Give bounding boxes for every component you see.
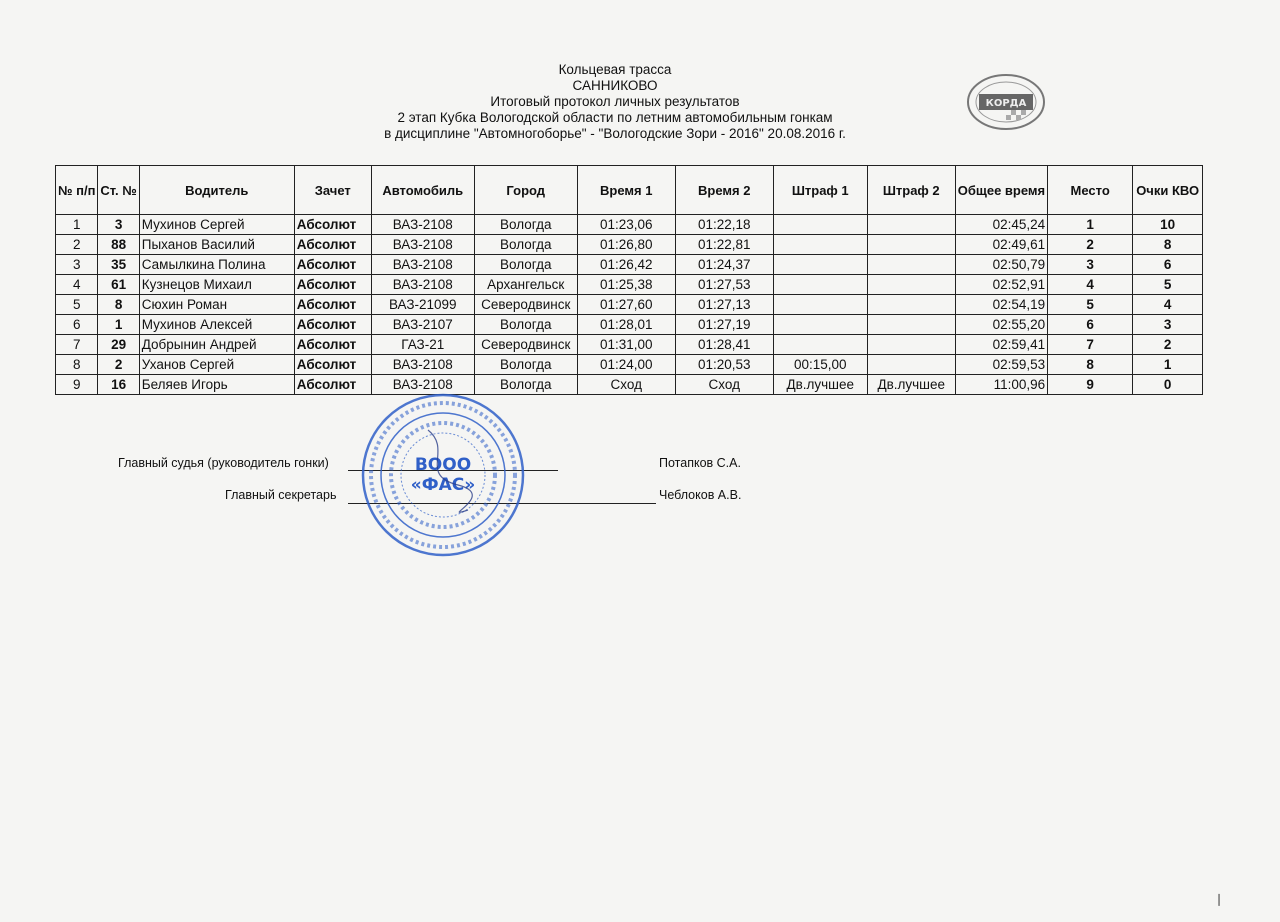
- table-row: [56, 335, 1203, 355]
- cell-n: 5: [56, 295, 98, 315]
- cell-place: 7: [1048, 335, 1133, 355]
- cell-start: 3: [98, 215, 139, 235]
- cell-points: 10: [1133, 215, 1203, 235]
- cell-p2: [867, 355, 955, 375]
- table-row: [56, 255, 1203, 275]
- cell-n: 4: [56, 275, 98, 295]
- cell-class: Абсолют: [294, 355, 371, 375]
- cell-t1: 01:24,00: [577, 355, 675, 375]
- cell-total: 02:45,24: [955, 215, 1047, 235]
- col-header: Автомобиль: [371, 166, 474, 215]
- cell-p1: [773, 315, 867, 335]
- cell-city: Вологда: [474, 255, 577, 275]
- cell-class: Абсолют: [294, 335, 371, 355]
- cell-t2: 01:22,81: [675, 235, 773, 255]
- cell-car: ВАЗ-2108: [371, 375, 474, 395]
- cell-p1: [773, 295, 867, 315]
- cell-class: Абсолют: [294, 215, 371, 235]
- cell-t1: 01:28,01: [577, 315, 675, 335]
- header-track: САННИКОВО: [572, 78, 658, 93]
- cell-city: Северодвинск: [474, 335, 577, 355]
- cell-start: 2: [98, 355, 139, 375]
- cell-car: ГАЗ-21: [371, 335, 474, 355]
- cell-t1: 01:31,00: [577, 335, 675, 355]
- cell-p2: [867, 275, 955, 295]
- cell-place: 9: [1048, 375, 1133, 395]
- cell-driver: Уханов Сергей: [139, 355, 294, 375]
- cell-place: 3: [1048, 255, 1133, 275]
- cell-place: 1: [1048, 215, 1133, 235]
- cell-t1: 01:26,42: [577, 255, 675, 275]
- judge-name: Потапков С.А.: [659, 456, 741, 470]
- cell-t2: 01:27,53: [675, 275, 773, 295]
- header-title: Итоговый протокол личных результатов: [490, 94, 740, 109]
- header-event: 2 этап Кубка Вологодской области по летним автомобильным гонкам: [397, 110, 833, 125]
- cell-driver: Кузнецов Михаил: [139, 275, 294, 295]
- cell-total: 02:59,41: [955, 335, 1047, 355]
- cell-p2: [867, 315, 955, 335]
- cell-car: ВАЗ-2108: [371, 235, 474, 255]
- cell-p2: [867, 215, 955, 235]
- cell-t2: 01:22,18: [675, 215, 773, 235]
- cell-place: 5: [1048, 295, 1133, 315]
- judge-label: Главный судья (руководитель гонки): [118, 456, 329, 470]
- cell-start: 16: [98, 375, 139, 395]
- cell-points: 1: [1133, 355, 1203, 375]
- table-row: [56, 215, 1203, 235]
- cell-car: ВАЗ-2108: [371, 255, 474, 275]
- table-row: [56, 295, 1203, 315]
- table-header-row: [56, 166, 1203, 215]
- secretary-name: Чеблоков А.В.: [659, 488, 742, 502]
- cell-class: Абсолют: [294, 235, 371, 255]
- cell-driver: Пыханов Василий: [139, 235, 294, 255]
- cell-driver: Добрынин Андрей: [139, 335, 294, 355]
- cell-class: Абсолют: [294, 255, 371, 275]
- col-header: Общее время: [955, 166, 1047, 215]
- cell-t2: 01:27,19: [675, 315, 773, 335]
- cell-n: 6: [56, 315, 98, 335]
- cell-total: 02:55,20: [955, 315, 1047, 335]
- cell-p1: [773, 235, 867, 255]
- cell-total: 02:52,91: [955, 275, 1047, 295]
- cell-driver: Мухинов Сергей: [139, 215, 294, 235]
- cell-n: 7: [56, 335, 98, 355]
- cell-t1: 01:26,80: [577, 235, 675, 255]
- cell-total: 02:49,61: [955, 235, 1047, 255]
- cell-driver: Мухинов Алексей: [139, 315, 294, 335]
- cell-points: 6: [1133, 255, 1203, 275]
- table-row: [56, 235, 1203, 255]
- cell-car: ВАЗ-2108: [371, 275, 474, 295]
- cell-class: Абсолют: [294, 295, 371, 315]
- table-row: [56, 375, 1203, 395]
- cell-n: 9: [56, 375, 98, 395]
- cell-start: 29: [98, 335, 139, 355]
- col-header: Время 1: [577, 166, 675, 215]
- cell-t1: 01:27,60: [577, 295, 675, 315]
- secretary-label: Главный секретарь: [225, 488, 337, 502]
- cell-driver: Беляев Игорь: [139, 375, 294, 395]
- cell-start: 8: [98, 295, 139, 315]
- cell-place: 2: [1048, 235, 1133, 255]
- cell-total: 02:50,79: [955, 255, 1047, 275]
- cell-points: 2: [1133, 335, 1203, 355]
- cell-t2: 01:20,53: [675, 355, 773, 375]
- cell-points: 8: [1133, 235, 1203, 255]
- cell-n: 8: [56, 355, 98, 375]
- cell-p2: [867, 235, 955, 255]
- cell-t2: Сход: [675, 375, 773, 395]
- cell-t1: 01:25,38: [577, 275, 675, 295]
- cell-p1: [773, 215, 867, 235]
- cell-car: ВАЗ-2107: [371, 315, 474, 335]
- col-header: Ст. №: [98, 166, 139, 215]
- cell-start: 61: [98, 275, 139, 295]
- logo-text: КОРДА: [985, 98, 1027, 109]
- cell-t2: 01:28,41: [675, 335, 773, 355]
- table-row: [56, 315, 1203, 335]
- cell-p2: Дв.лучшее: [867, 375, 955, 395]
- cell-city: Северодвинск: [474, 295, 577, 315]
- cell-t2: 01:24,37: [675, 255, 773, 275]
- col-header: Город: [474, 166, 577, 215]
- cell-t1: Сход: [577, 375, 675, 395]
- cell-p2: [867, 335, 955, 355]
- cell-city: Вологда: [474, 375, 577, 395]
- cell-p2: [867, 255, 955, 275]
- cell-car: ВАЗ-21099: [371, 295, 474, 315]
- col-header: Штраф 1: [773, 166, 867, 215]
- cell-p1: [773, 335, 867, 355]
- col-header: Место: [1048, 166, 1133, 215]
- cell-city: Архангельск: [474, 275, 577, 295]
- korda-logo: [965, 72, 1047, 132]
- cell-city: Вологда: [474, 215, 577, 235]
- cell-n: 1: [56, 215, 98, 235]
- cell-class: Абсолют: [294, 275, 371, 295]
- cell-p2: [867, 295, 955, 315]
- cell-class: Абсолют: [294, 375, 371, 395]
- cell-car: ВАЗ-2108: [371, 355, 474, 375]
- cell-t2: 01:27,13: [675, 295, 773, 315]
- cell-p1: [773, 255, 867, 275]
- col-header: Зачет: [294, 166, 371, 215]
- stamp-center-line2: «ФАС»: [410, 475, 476, 495]
- cell-driver: Сюхин Роман: [139, 295, 294, 315]
- cell-class: Абсолют: [294, 315, 371, 335]
- cell-points: 4: [1133, 295, 1203, 315]
- cell-city: Вологда: [474, 235, 577, 255]
- cell-start: 1: [98, 315, 139, 335]
- results-table: [55, 165, 1203, 395]
- cell-points: 0: [1133, 375, 1203, 395]
- cell-driver: Самылкина Полина: [139, 255, 294, 275]
- cell-city: Вологда: [474, 355, 577, 375]
- col-header: Время 2: [675, 166, 773, 215]
- stamp-center-line1: ВООО: [414, 455, 472, 475]
- cell-p1: 00:15,00: [773, 355, 867, 375]
- cell-n: 3: [56, 255, 98, 275]
- cell-place: 6: [1048, 315, 1133, 335]
- cell-place: 4: [1048, 275, 1133, 295]
- cell-p1: Дв.лучшее: [773, 375, 867, 395]
- col-header: № п/п: [56, 166, 98, 215]
- cell-points: 3: [1133, 315, 1203, 335]
- cell-city: Вологда: [474, 315, 577, 335]
- cell-total: 02:59,53: [955, 355, 1047, 375]
- header-venue: Кольцевая трасса: [558, 62, 672, 77]
- col-header: Очки КВО: [1133, 166, 1203, 215]
- header-discipline: в дисциплине "Автомногоборье" - "Вологодские Зори - 2016" 20.08.2016 г.: [384, 126, 846, 141]
- cell-p1: [773, 275, 867, 295]
- col-header: Водитель: [139, 166, 294, 215]
- table-row: [56, 275, 1203, 295]
- official-stamp: [358, 390, 528, 560]
- col-header: Штраф 2: [867, 166, 955, 215]
- table-row: [56, 355, 1203, 375]
- cell-total: 11:00,96: [955, 375, 1047, 395]
- cell-t1: 01:23,06: [577, 215, 675, 235]
- cell-car: ВАЗ-2108: [371, 215, 474, 235]
- cell-total: 02:54,19: [955, 295, 1047, 315]
- cell-n: 2: [56, 235, 98, 255]
- cell-place: 8: [1048, 355, 1133, 375]
- cell-start: 35: [98, 255, 139, 275]
- scan-mark: ❘: [1214, 892, 1225, 906]
- cell-start: 88: [98, 235, 139, 255]
- cell-points: 5: [1133, 275, 1203, 295]
